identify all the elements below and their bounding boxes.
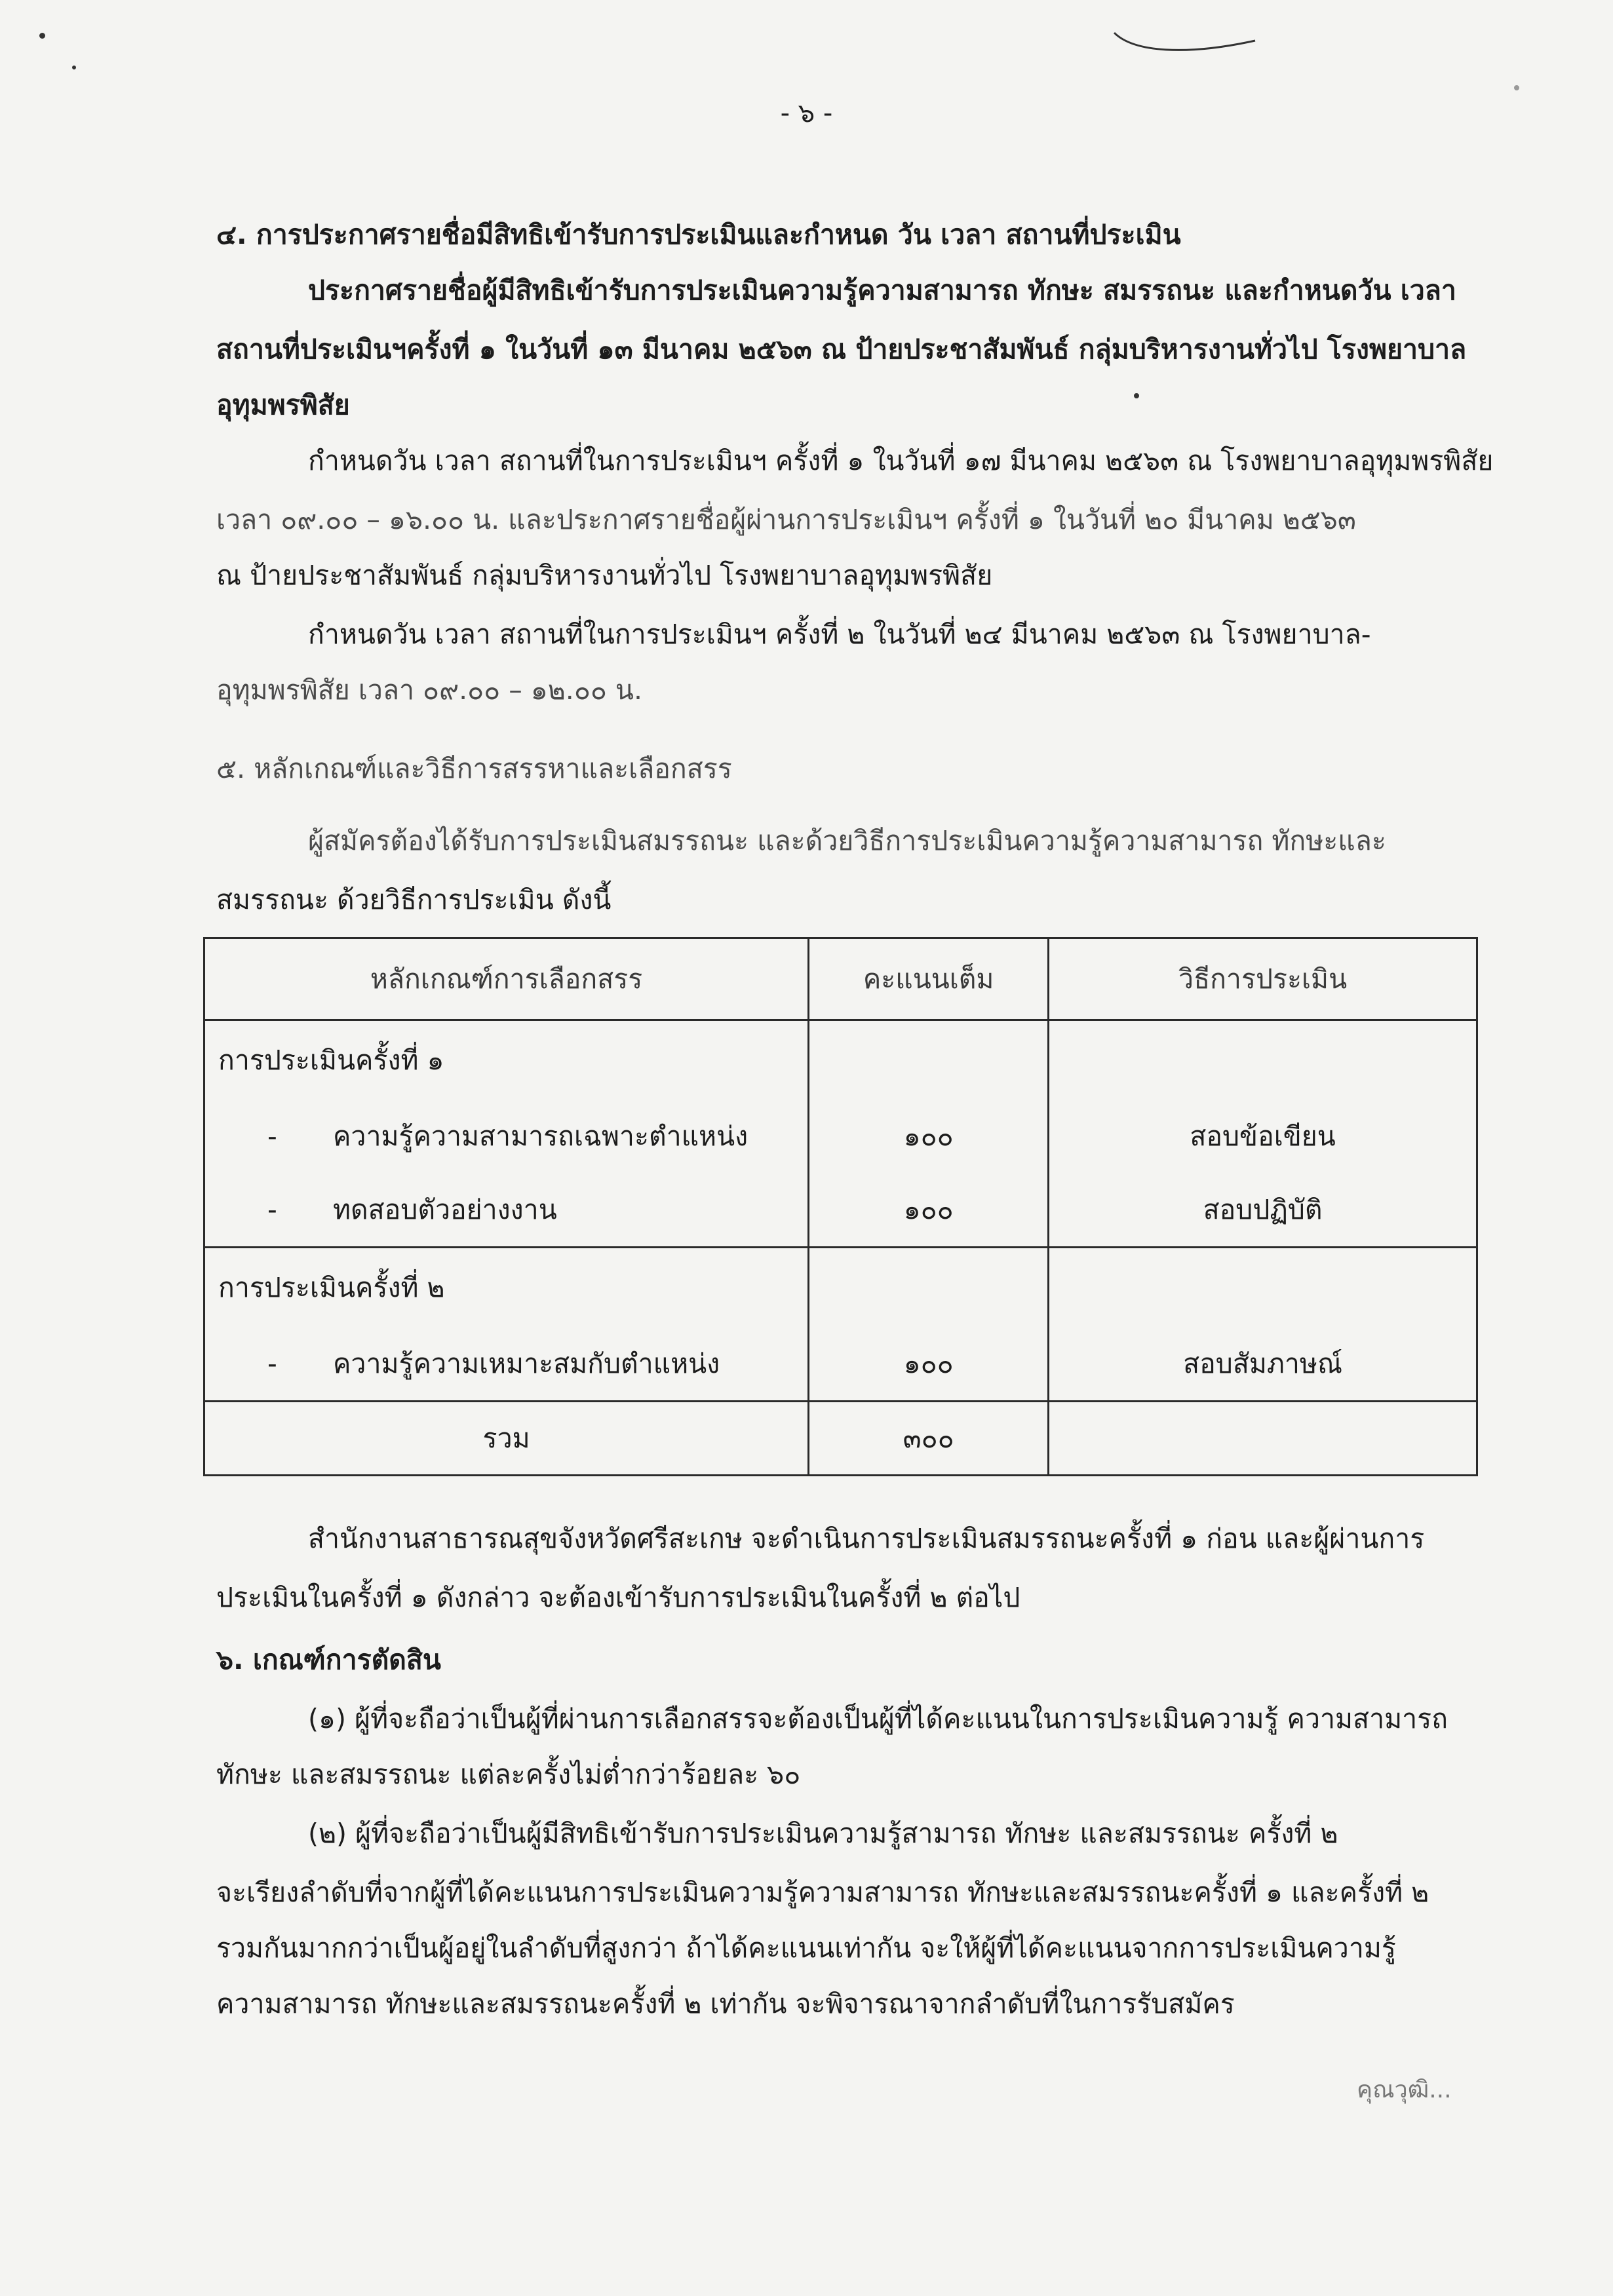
empty-cell xyxy=(1049,1248,1477,1328)
section-6-paragraph-2-line: รวมกันมากกว่าเป็นผู้อยู่ในลำดับที่สูงกว่า ถ้าได้คะแนนเท่ากัน จะให้ผู้ที่ได้คะแนนจากการประเมินความรู้ xyxy=(216,1932,1396,1964)
empty-cell xyxy=(1049,1402,1477,1476)
header-criteria: หลักเกณฑ์การเลือกสรร xyxy=(204,938,809,1020)
criteria-cell xyxy=(204,1173,809,1248)
section-4-paragraph-2-line: เวลา ๐๙.๐๐ – ๑๖.๐๐ น. และประกาศรายชื่อผู้ผ่านการประเมินฯ ครั้งที่ ๑ ในวันที่ ๒๐ มีนาคม ๒๕๖๓ xyxy=(216,504,1356,535)
section-6-paragraph-1-line: ทักษะ และสมรรถนะ แต่ละครั้งไม่ต่ำกว่าร้อยละ ๖๐ xyxy=(216,1759,801,1790)
pen-scratch-mark xyxy=(1108,26,1265,66)
score-cell: ๑๐๐ xyxy=(809,1327,1049,1402)
continuation-note: คุณวุฒิ... xyxy=(1357,2076,1452,2103)
scan-speck xyxy=(39,33,45,39)
table-total-row xyxy=(204,1402,1477,1476)
table-row xyxy=(204,1020,1477,1100)
table-header-row xyxy=(204,938,1477,1020)
empty-cell xyxy=(809,1020,1049,1100)
scan-speck xyxy=(72,66,76,69)
header-full-score: คะแนนเต็ม xyxy=(809,938,1049,1020)
total-score: ๓๐๐ xyxy=(809,1402,1049,1476)
criteria-cell xyxy=(204,1327,809,1402)
section-5-heading: ๕. หลักเกณฑ์และวิธีการสรรหาและเลือกสรร xyxy=(216,753,732,784)
method-cell: สอบปฏิบัติ xyxy=(1049,1173,1477,1248)
section-5-paragraph-line: สมรรถนะ ด้วยวิธีการประเมิน ดังนี้ xyxy=(216,884,612,915)
section-5-paragraph-line: ผู้สมัครต้องได้รับการประเมินสมรรถนะ และด้วยวิธีการประเมินความรู้ความสามารถ ทักษะและ xyxy=(308,825,1386,856)
selection-criteria-table xyxy=(203,937,1478,1476)
empty-cell xyxy=(1049,1020,1477,1100)
group-1-label: การประเมินครั้งที่ ๑ xyxy=(204,1020,809,1100)
bullet-dash: - xyxy=(267,1193,277,1225)
total-label: รวม xyxy=(204,1402,809,1476)
section-4-heading: ๔. การประกาศรายชื่อมีสิทธิเข้ารับการประเมินและกำหนด วัน เวลา สถานที่ประเมิน xyxy=(216,219,1181,250)
section-6-paragraph-2-line: (๒) ผู้ที่จะถือว่าเป็นผู้มีสิทธิเข้ารับการประเมินความรู้สามารถ ทักษะ และสมรรถนะ ครั้งที่ ๒ xyxy=(308,1818,1338,1849)
empty-cell xyxy=(809,1248,1049,1328)
section-4-paragraph-1-line: สถานที่ประเมินฯครั้งที่ ๑ ในวันที่ ๑๓ มีนาคม ๒๕๖๓ ณ ป้ายประชาสัมพันธ์ กลุ่มบริหารงานทั่วไป โรงพยาบาล xyxy=(216,334,1467,365)
criteria-label: ทดสอบตัวอย่างงาน xyxy=(333,1193,557,1225)
criteria-label: ความรู้ความสามารถเฉพาะตำแหน่ง xyxy=(333,1120,748,1152)
bullet-dash: - xyxy=(267,1120,277,1152)
score-cell: ๑๐๐ xyxy=(809,1173,1049,1248)
header-method: วิธีการประเมิน xyxy=(1049,938,1477,1020)
section-6-paragraph-2-line: จะเรียงลำดับที่จากผู้ที่ได้คะแนนการประเมินความรู้ความสามารถ ทักษะและสมรรถนะครั้งที่ ๑ และครั้งที่ ๒ xyxy=(216,1877,1429,1908)
score-cell: ๑๐๐ xyxy=(809,1100,1049,1173)
method-cell: สอบข้อเขียน xyxy=(1049,1100,1477,1173)
section-4-paragraph-3-line: กำหนดวัน เวลา สถานที่ในการประเมินฯ ครั้งที่ ๒ ในวันที่ ๒๔ มีนาคม ๒๕๖๓ ณ โรงพยาบาล- xyxy=(308,619,1371,650)
section-6-paragraph-1-line: (๑) ผู้ที่จะถือว่าเป็นผู้ที่ผ่านการเลือกสรรจะต้องเป็นผู้ที่ได้คะแนนในการประเมินความรู้ ความสามารถ xyxy=(308,1703,1448,1734)
section-4-paragraph-2-line: กำหนดวัน เวลา สถานที่ในการประเมินฯ ครั้งที่ ๑ ในวันที่ ๑๗ มีนาคม ๒๕๖๓ ณ โรงพยาบาลอุทุมพรพิสัย xyxy=(308,445,1494,476)
section-6-heading: ๖. เกณฑ์การตัดสิน xyxy=(216,1644,441,1675)
page-number: - ๖ - xyxy=(780,98,833,128)
after-table-line: ประเมินในครั้งที่ ๑ ดังกล่าว จะต้องเข้ารับการประเมินในครั้งที่ ๒ ต่อไป xyxy=(216,1582,1020,1613)
section-6-paragraph-2-line: ความสามารถ ทักษะและสมรรถนะครั้งที่ ๒ เท่ากัน จะพิจารณาจากลำดับที่ในการรับสมัคร xyxy=(216,1988,1235,2019)
criteria-cell xyxy=(204,1100,809,1173)
section-4-paragraph-1-line: อุทุมพรพิสัย xyxy=(216,389,350,421)
scan-speck xyxy=(1134,393,1139,398)
section-4-paragraph-3-line: อุทุมพรพิสัย เวลา ๐๙.๐๐ – ๑๒.๐๐ น. xyxy=(216,674,642,706)
section-4-paragraph-2-line: ณ ป้ายประชาสัมพันธ์ กลุ่มบริหารงานทั่วไป โรงพยาบาลอุทุมพรพิสัย xyxy=(216,560,993,591)
criteria-label: ความรู้ความเหมาะสมกับตำแหน่ง xyxy=(333,1347,720,1379)
table-row xyxy=(204,1327,1477,1402)
scan-speck xyxy=(1514,85,1519,90)
group-2-label: การประเมินครั้งที่ ๒ xyxy=(204,1248,809,1328)
bullet-dash: - xyxy=(267,1347,277,1379)
table-row xyxy=(204,1248,1477,1328)
table-row xyxy=(204,1100,1477,1173)
section-4-paragraph-1-line: ประกาศรายชื่อผู้มีสิทธิเข้ารับการประเมินความรู้ความสามารถ ทักษะ สมรรถนะ และกำหนดวัน เวลา xyxy=(308,275,1456,306)
method-cell: สอบสัมภาษณ์ xyxy=(1049,1327,1477,1402)
after-table-line: สำนักงานสาธารณสุขจังหวัดศรีสะเกษ จะดำเนินการประเมินสมรรถนะครั้งที่ ๑ ก่อน และผู้ผ่านการ xyxy=(308,1523,1425,1554)
table-row xyxy=(204,1173,1477,1248)
